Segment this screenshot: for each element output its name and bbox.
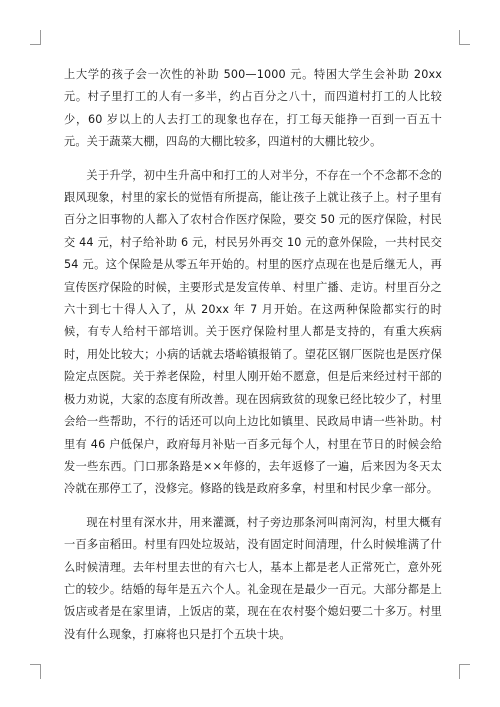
paragraph-village-life: 现在村里有深水井，用来灌溉，村子旁边那条河叫南河沟，村里大概有一百多亩稻田。村里有四处垃圾站，没有固定时间清理，什么时候堆满了什么时候清理。去年村里去世的有六七人，基本上都是老人正常死亡，意外死亡的较少。结婚的每年是五六个人。礼金现在是最少一百元。大部分都是上饭店或者是在家里请，上饭店的菜，现在在农村娶个媳妇要二十多万。村里没有什么现象，打麻将也只是打个五块十块。 — [64, 515, 442, 641]
crop-mark-top-left — [30, 30, 41, 45]
paragraph-gap — [64, 501, 442, 512]
crop-mark-top-right — [459, 30, 470, 45]
crop-mark-bottom-left — [30, 664, 41, 679]
paragraph-subsidy-and-work: 上大学的孩子会一次性的补助 500—1000 元。特困大学生会补助 20xx 元。村子里打工的人有一多半，约占百分之八十，而四道村打工的人比较少，60 岁以上的人去打工的现象也存在，打工每天能挣一百到一百五十元。关于蔬菜大棚，四岛的大棚比较多，四道村的大棚比较少。 — [64, 68, 442, 149]
paragraph-education-and-insurance: 关于升学，初中生升高中和打工的人对半分，不存在一个不念都不念的跟风现象，村里的家长的觉悟有所提高，能让孩子上就让孩子上。村子里有百分之旧事物的人都入了农村合作医疗保险，要交 50 元的医疗保险，村民交 44 元，村子给补助 6 元，村民另外再交 10 元的意外保险，一共村民交 54 元。这个保险是从零五年开始的。村里的医疗点现在也是后继无人，再宣传医疗保险的时候，主要形式是发宣传单、村里广播、走访。村里百分之六十到七十得人入了，从 20xx 年 7 月开始。在这两种保险都实行的时候，有专人给村干部培训。关于医疗保险村里人都是支持的，有重大疾病时，用处比较大；小病的话就去塔峪镇报销了。望花区钢厂医院也是医疗保险定点医院。关于养老保险，村里人刚开始不愿意，但是后来经过村干部的极力劝说，大家的态度有所改善。现在因病致贫的现象已经比较少了，村里会给一些帮助，不行的话还可以向上边比如镇里、民政局申请一些补助。村里有 46 户低保户，政府每月补贴一百多元每个人，村里在节日的时候会给发一些东西。门口那条路是××年修的，去年返修了一遍，后来因为冬天太冷就在那停工了，没修完。修路的钱是政府多拿，村里和村民少拿一部分。 — [64, 168, 442, 496]
crop-mark-bottom-right — [459, 664, 470, 679]
paragraph-gap — [64, 154, 442, 165]
document-body — [64, 64, 442, 646]
